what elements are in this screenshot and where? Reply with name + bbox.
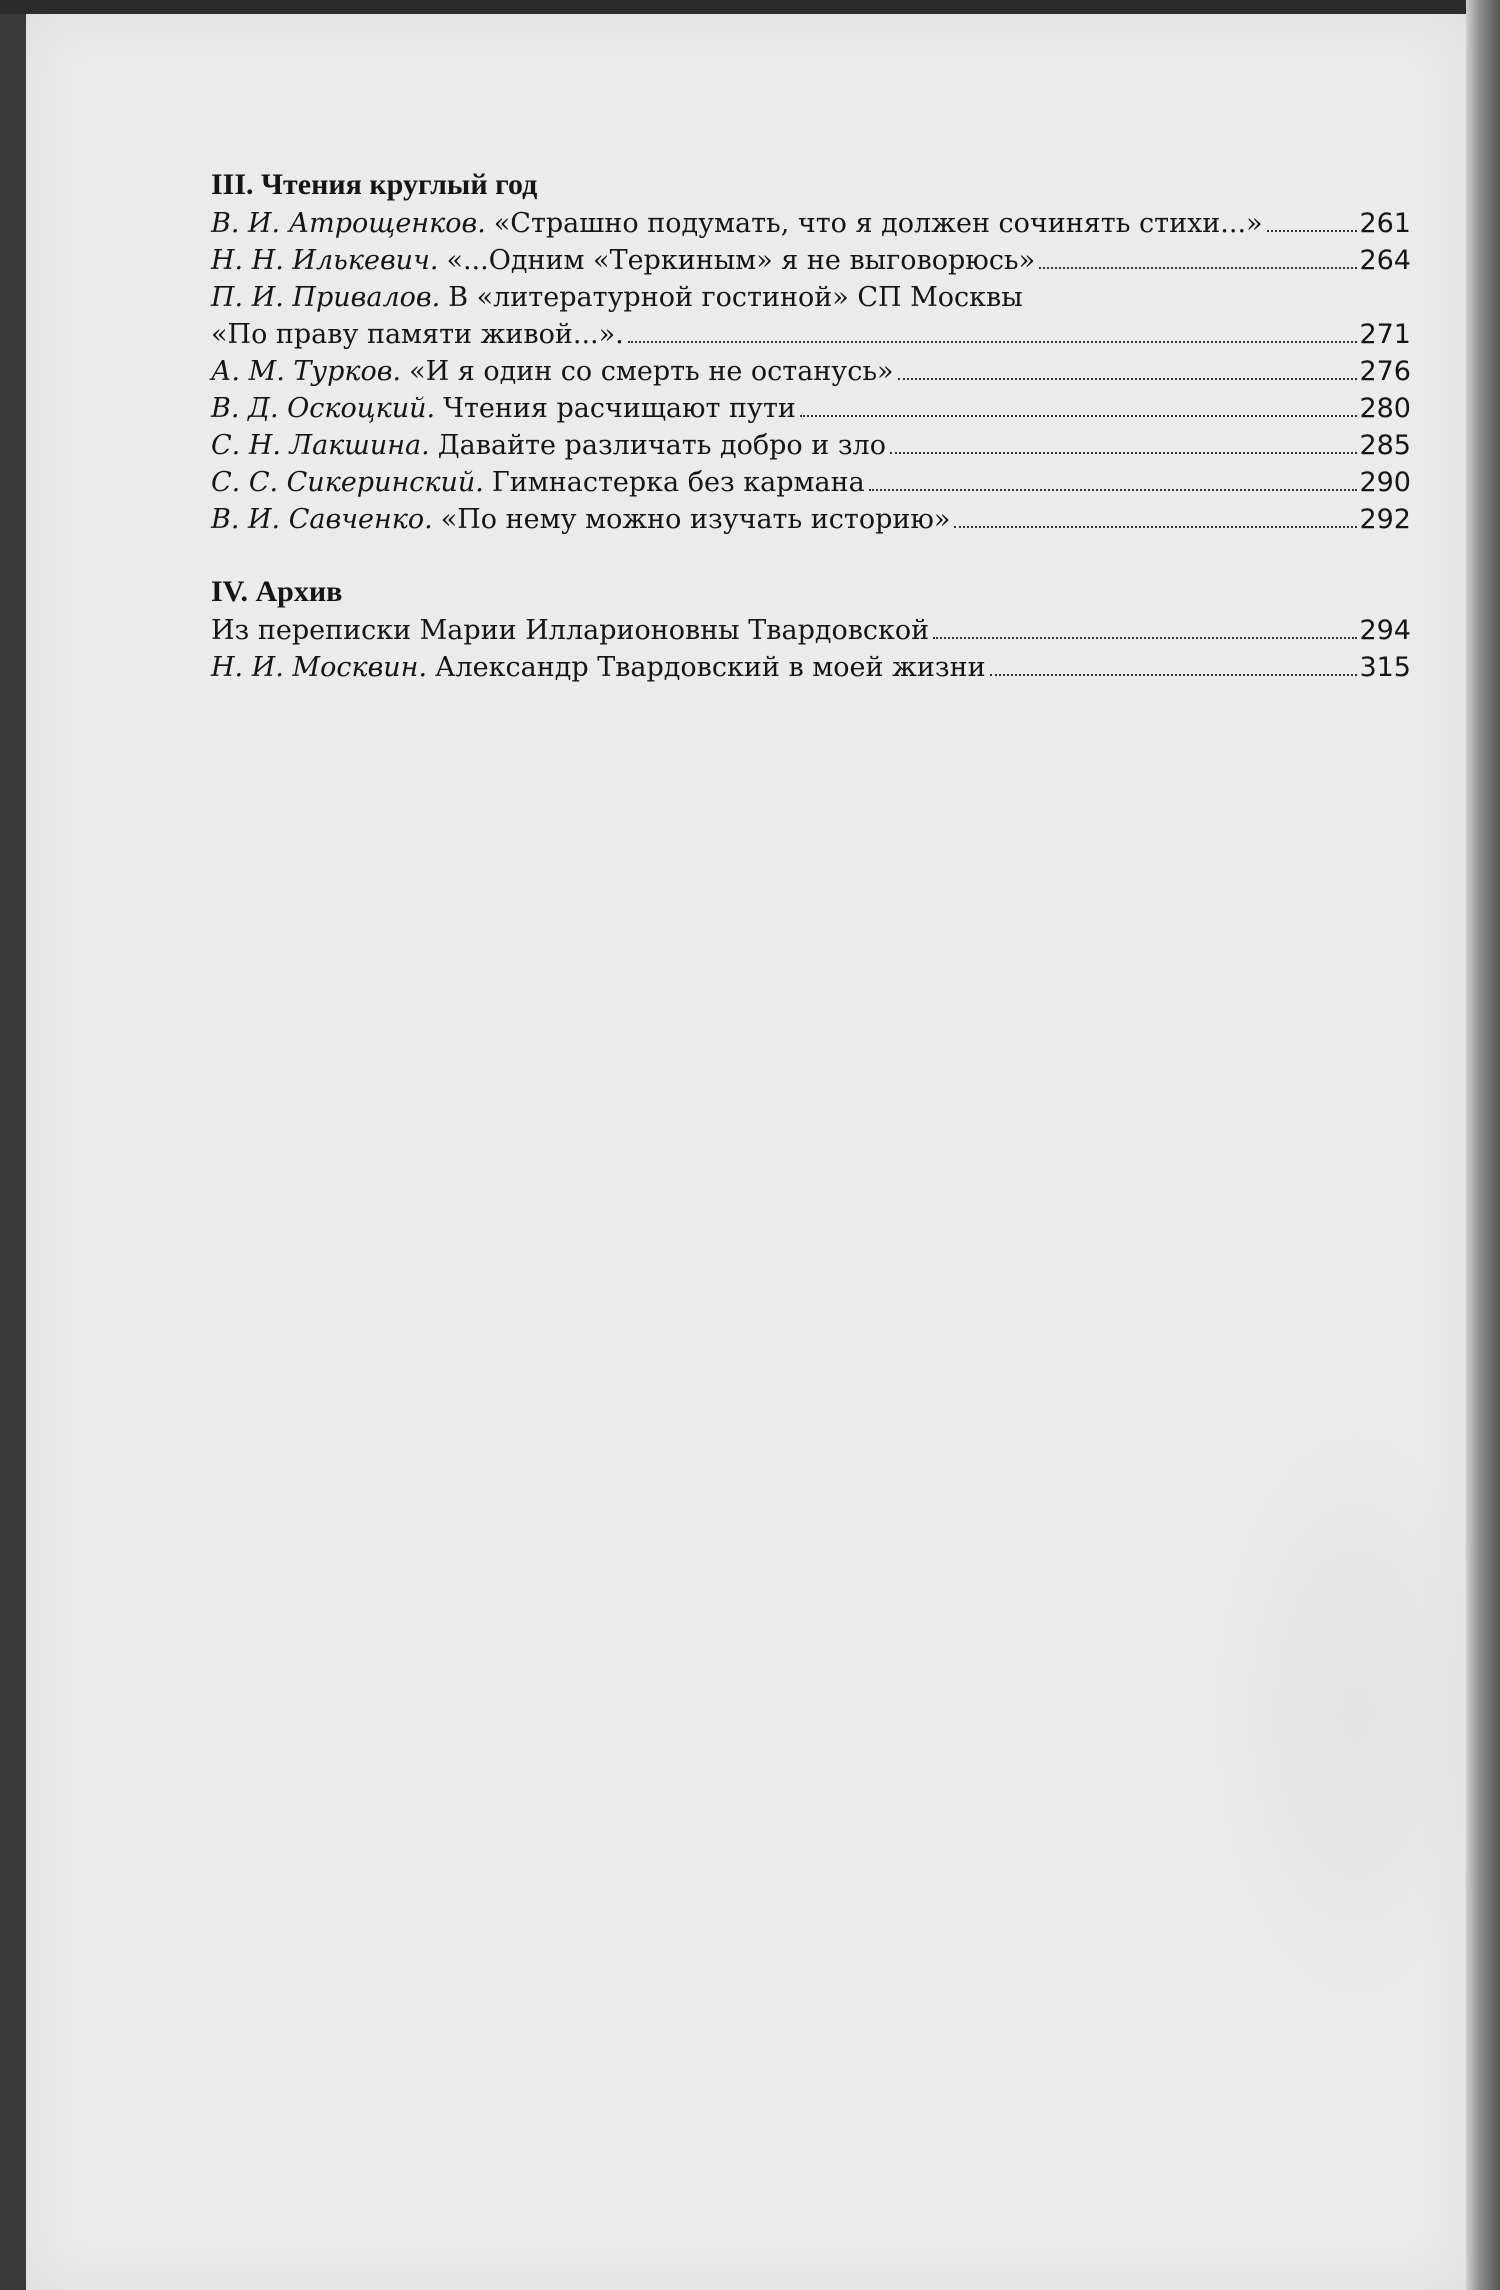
entry-author: С. Н. Лакшина. bbox=[211, 430, 430, 461]
toc-entry bbox=[211, 612, 1411, 649]
toc-entry bbox=[211, 649, 1411, 686]
entry-title: Из переписки Марии Илларионовны Твардовской bbox=[211, 615, 930, 646]
entry-page: 294 bbox=[1359, 615, 1411, 646]
entry-author: П. И. Привалов. bbox=[211, 282, 441, 313]
entry-author: В. Д. Оскоцкий. bbox=[211, 393, 436, 424]
entry-page: 261 bbox=[1359, 208, 1411, 239]
entry-title: Александр Твардовский в моей жизни bbox=[435, 652, 986, 683]
entry-page: 285 bbox=[1359, 430, 1411, 461]
dot-leader bbox=[869, 489, 1358, 491]
entry-author: Н. И. Москвин. bbox=[211, 652, 428, 683]
section-title: III. Чтения круглый год bbox=[211, 168, 538, 201]
toc-entry bbox=[211, 353, 1411, 390]
entry-author: В. И. Савченко. bbox=[211, 504, 433, 535]
toc-entry bbox=[211, 242, 1411, 279]
entry-page: 315 bbox=[1359, 652, 1411, 683]
toc-section-4 bbox=[211, 572, 1411, 686]
entry-author: В. И. Атрощенков. bbox=[211, 208, 486, 239]
dot-leader bbox=[933, 637, 1357, 639]
entry-page: 280 bbox=[1359, 393, 1411, 424]
dot-leader bbox=[954, 526, 1357, 528]
scan-top-border bbox=[0, 0, 1500, 14]
entry-page: 271 bbox=[1359, 319, 1411, 350]
dot-leader bbox=[1267, 230, 1358, 232]
entry-title: В «литературной гостиной» СП Москвы bbox=[448, 282, 1023, 313]
dot-leader bbox=[1039, 267, 1357, 269]
section-title: IV. Архив bbox=[211, 575, 343, 608]
toc-entry bbox=[211, 279, 1411, 316]
dot-leader bbox=[990, 674, 1358, 676]
entry-title: «По праву памяти живой...». bbox=[211, 319, 624, 350]
toc-entry bbox=[211, 464, 1411, 501]
dot-leader bbox=[898, 378, 1358, 380]
entry-title: «Страшно подумать, что я должен сочинять стихи...» bbox=[493, 208, 1263, 239]
entry-author: А. М. Турков. bbox=[211, 356, 402, 387]
toc-entry-continuation bbox=[211, 316, 1411, 353]
entry-page: 276 bbox=[1359, 356, 1411, 387]
entry-title: «...Одним «Теркиным» я не выговорюсь» bbox=[446, 245, 1036, 276]
entry-title: Гимнастерка без кармана bbox=[491, 467, 865, 498]
entry-author: Н. Н. Илькевич. bbox=[211, 245, 439, 276]
entry-author: С. С. Сикеринский. bbox=[211, 467, 484, 498]
toc-section-3 bbox=[211, 165, 1411, 538]
entry-title: «По нему можно изучать историю» bbox=[440, 504, 951, 535]
dot-leader bbox=[800, 415, 1358, 417]
entry-page: 290 bbox=[1359, 467, 1411, 498]
table-of-contents bbox=[211, 165, 1411, 686]
dot-leader bbox=[890, 452, 1358, 454]
entry-page: 264 bbox=[1359, 245, 1411, 276]
entry-title: Давайте различать добро и зло bbox=[437, 430, 886, 461]
entry-page: 292 bbox=[1359, 504, 1411, 535]
dot-leader bbox=[628, 341, 1358, 343]
scan-right-border bbox=[1466, 0, 1500, 2290]
entry-title: Чтения расчищают пути bbox=[443, 393, 796, 424]
entry-title: «И я один со смерть не останусь» bbox=[409, 356, 894, 387]
toc-entry bbox=[211, 390, 1411, 427]
toc-entry bbox=[211, 205, 1411, 242]
toc-entry bbox=[211, 427, 1411, 464]
section-gap bbox=[211, 538, 1411, 572]
toc-entry bbox=[211, 501, 1411, 538]
bleed-through-shadow bbox=[1206, 1414, 1500, 2014]
